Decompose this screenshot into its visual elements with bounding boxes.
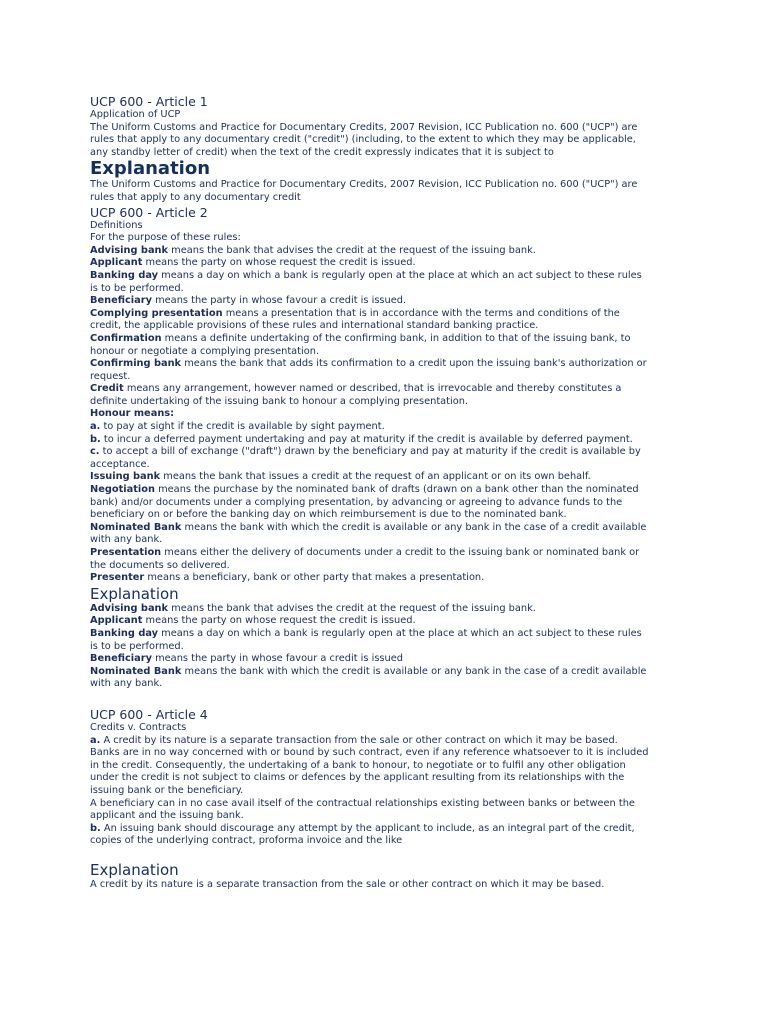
definition-term: Confirming bank [90, 358, 182, 370]
definition-item [90, 603, 650, 616]
definition-text: means the bank that advises the credit at the request of the issuing bank. [168, 602, 536, 614]
definition-text: means the party on whose request the credit is issued. [142, 257, 416, 269]
definition-item [90, 471, 650, 484]
definition-term: Applicant [90, 615, 143, 627]
definition-item [90, 628, 650, 653]
definition-text: means the party in whose favour a credit is issued [152, 653, 403, 665]
definition-term: Advising bank [90, 244, 169, 256]
article-4-para-a [90, 735, 650, 798]
definition-term: Banking day [90, 627, 159, 639]
definition-item [90, 245, 650, 258]
definition-term: Beneficiary [90, 653, 152, 665]
definition-item [90, 484, 650, 522]
definition-item [90, 434, 650, 447]
definition-text: means a definite undertaking of the confirming bank, in addition to that of the issuing bank, to honour or negotiate a complying presentation. [90, 332, 631, 357]
article-4-subtitle: Credits v. Contracts [90, 721, 187, 733]
definition-text: means any arrangement, however named or described, that is irrevocable and thereby constitutes a definite undertaking of the issuing bank to honour a complying presentation. [90, 383, 622, 407]
definition-text: means the bank with which the credit is available or any bank in the case of a credit available with any bank. [90, 665, 647, 690]
definition-text: to accept a bill of exchange ("draft") drawn by the beneficiary and pay at maturity if the credit is available by acceptance. [90, 446, 641, 470]
para-text: An issuing bank should discourage any attempt by the applicant to include, as an integral part of the credit, copies of the underlying contract, proforma invoice and the like [90, 822, 635, 847]
definition-item [90, 547, 650, 572]
definition-text: means the bank that adds its confirmation to a credit upon the issuing bank's authorization or request. [90, 358, 647, 382]
para-text: A credit by its nature is a separate transaction from the sale or other contract on which it may be based. Banks are in no way concerned with or bound by such contract, even if any reference whatsoever to it is included in the credit. Consequently, the undertaking of a bank to honour, to negotiate or to fulfil any other obligation under the credit is not subject to claims or defences by the applicant resulting from its relationships with the issuing bank or the beneficiary. [90, 734, 649, 796]
definition-term: Presenter [90, 572, 145, 584]
definition-text: means the purchase by the nominated bank of drafts (drawn on a bank other than the nominated bank) and/or documents under a complying presentation, by advancing or agreeing to advance funds to the beneficiary on or before the banking day on which reimbursement is due to the nominated bank. [90, 484, 639, 521]
definition-term: Confirmation [90, 332, 162, 344]
definition-text: means the party in whose favour a credit is issued. [152, 295, 407, 307]
definition-item [90, 615, 650, 628]
definition-term: a. [90, 421, 101, 433]
definition-item [90, 446, 650, 471]
definition-item [90, 358, 650, 383]
article-2-subtitle: Definitions [90, 219, 143, 231]
definition-item [90, 257, 650, 270]
definition-text: means a beneficiary, bank or other party that makes a presentation. [144, 572, 485, 584]
definition-term: Complying presentation [90, 307, 223, 319]
article-1-title: UCP 600 - Article 1 [90, 94, 208, 109]
definition-term: b. [90, 433, 101, 445]
definition-item [90, 270, 650, 295]
definition-item [90, 572, 650, 585]
article-2-intro: For the purpose of these rules: [90, 232, 241, 244]
definition-item [90, 522, 650, 547]
article-4-title: UCP 600 - Article 4 [90, 706, 208, 722]
article-2-title: UCP 600 - Article 2 [90, 204, 208, 220]
article-2-definitions [90, 245, 650, 585]
definition-text: means a presentation that is in accordance with the terms and conditions of the credit, the applicable provisions of these rules and international standard banking practice. [90, 307, 620, 332]
definition-term: c. [90, 446, 100, 458]
definition-item [90, 653, 650, 666]
definition-text: means a day on which a bank is regularly open at the place at which an act subject to these rules is to be performed. [90, 269, 642, 294]
article-4-para-b [90, 823, 650, 848]
explanation-1-title: Explanation [90, 158, 211, 180]
definition-item [90, 666, 650, 691]
definition-term: Applicant [90, 257, 143, 269]
definition-term: Nominated Bank [90, 521, 182, 533]
article-4-para-2: A beneficiary can in no case avail itself of the contractual relationships existing between banks or between the applicant and the issuing bank. [90, 797, 635, 822]
definition-term: Banking day [90, 269, 159, 281]
definition-text: to pay at sight if the credit is available by sight payment. [100, 421, 385, 433]
explanation-4-title: Explanation [90, 860, 179, 879]
definition-text: means a day on which a bank is regularly open at the place at which an act subject to these rules is to be performed. [90, 627, 642, 652]
definition-text: means the party on whose request the credit is issued. [142, 615, 416, 627]
definition-item [90, 383, 650, 408]
definition-term: Advising bank [90, 602, 169, 614]
para-label: a. [90, 734, 101, 746]
definition-item [90, 333, 650, 358]
definition-term: Presentation [90, 547, 162, 558]
definition-term: Beneficiary [90, 295, 152, 307]
para-label: b. [90, 822, 101, 834]
definition-term: Negotiation [90, 484, 155, 496]
definition-text: means the bank that issues a credit at the request of an applicant or on its own behalf. [160, 471, 591, 483]
explanation-2-definitions [90, 603, 650, 691]
definition-item [90, 295, 650, 308]
definition-text: means the bank that advises the credit at the request of the issuing bank. [168, 244, 536, 256]
explanation-4-body: A credit by its nature is a separate transaction from the sale or other contract on which it may be based. [90, 878, 605, 890]
definition-term: Nominated Bank [90, 665, 182, 677]
definition-term: Issuing bank [90, 471, 161, 483]
definition-term: Credit [90, 383, 124, 395]
definition-term: Honour means: [90, 408, 175, 420]
document-body [90, 94, 650, 891]
definition-text: means either the delivery of documents under a credit to the issuing bank or nominated bank or the documents so delivered. [90, 547, 640, 571]
explanation-1-body: The Uniform Customs and Practice for Documentary Credits, 2007 Revision, ICC Publication no. 600 ("UCP") are rules that apply to any documentary credit [90, 179, 638, 203]
explanation-2-title: Explanation [90, 584, 179, 603]
definition-text: means the bank with which the credit is available or any bank in the case of a credit available with any bank. [90, 521, 647, 546]
definition-item [90, 408, 650, 421]
definition-item [90, 421, 650, 434]
article-1-subtitle: Application of UCP [90, 109, 181, 120]
article-1-body: The Uniform Customs and Practice for Documentary Credits, 2007 Revision, ICC Publication no. 600 ("UCP") are rules that apply to any documentary credit ("credit") (including, to the extent to which they may be applicable, any standby letter of credit) when the text of the credit expressly indicates that it is subject to [90, 121, 638, 158]
definition-text: to incur a deferred payment undertaking and pay at maturity if the credit is available by deferred payment. [100, 433, 633, 445]
definition-item [90, 308, 650, 333]
